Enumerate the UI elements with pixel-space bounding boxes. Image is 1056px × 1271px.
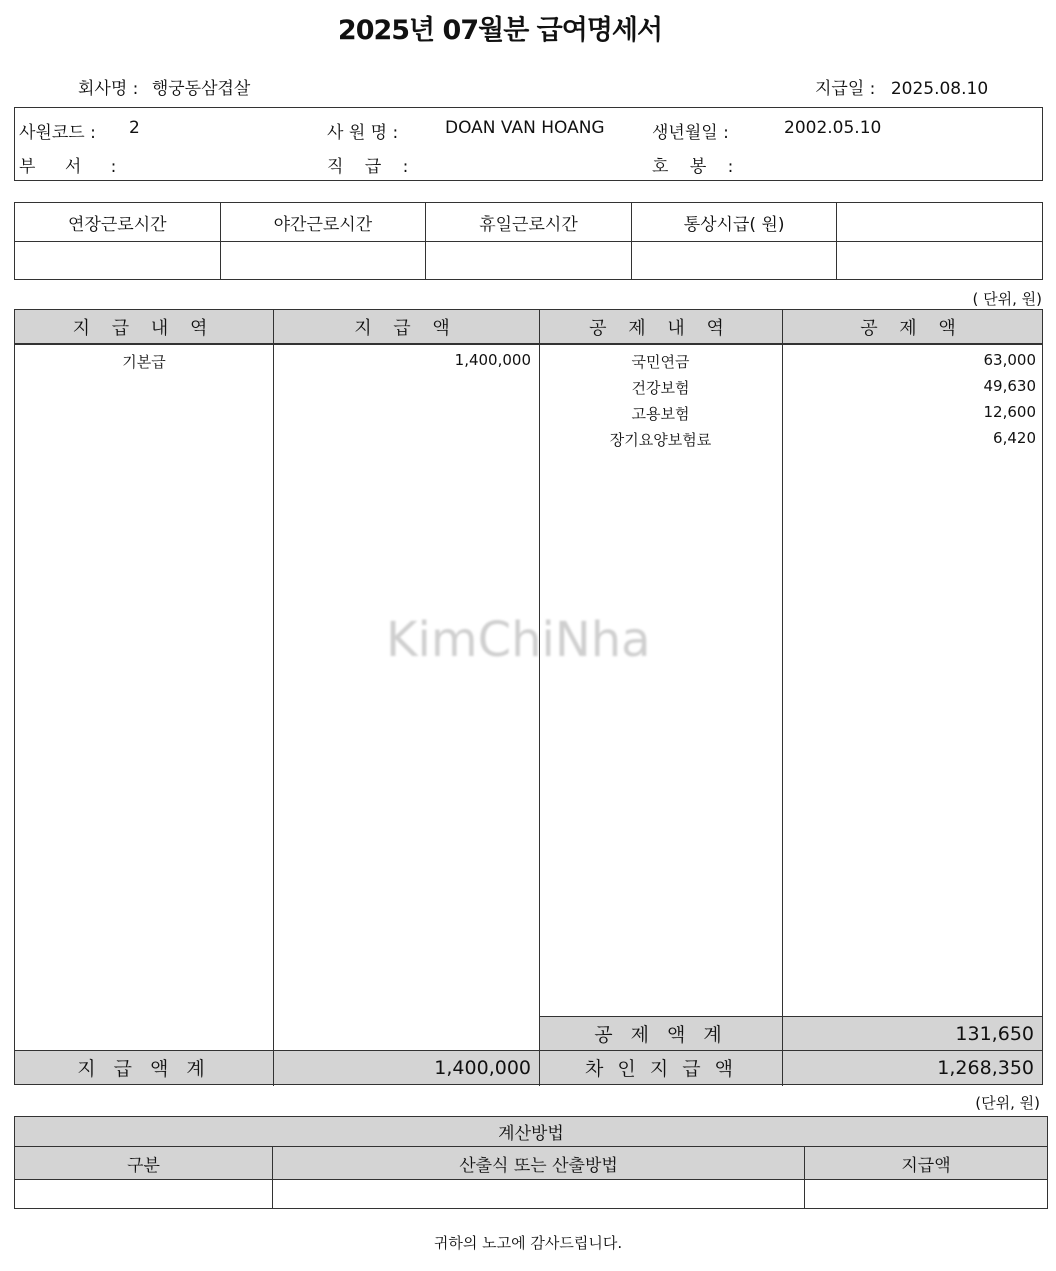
company-value: 행궁동삼겹살 (151, 79, 251, 99)
pay-date-label: 지급일 : (815, 79, 876, 99)
calc-category-header: 구분 (15, 1147, 273, 1180)
column-divider (782, 310, 783, 1086)
overtime-hours-header: 연장근로시간 (15, 203, 221, 242)
deduction-item-name: 건강보험 (631, 379, 690, 397)
blank-value (837, 242, 1043, 280)
payment-items-header: 지 급 내 역 (15, 310, 273, 345)
deduction-item-name: 고용보험 (631, 405, 690, 423)
payment-total-label: 지 급 액 계 (15, 1051, 273, 1084)
unit-label: ( 단위, 원) (972, 290, 1042, 308)
employee-name-value: DOAN VAN HOANG (445, 118, 605, 138)
company-name-row (78, 74, 250, 99)
calculation-method-table (14, 1116, 1048, 1209)
rank-label: 직 급 : (327, 157, 417, 177)
net-pay-value: 1,268,350 (783, 1051, 1042, 1084)
birth-date-value: 2002.05.10 (784, 118, 882, 138)
calc-amount-header: 지급액 (805, 1147, 1048, 1180)
payment-item-name: 기본급 (122, 353, 166, 371)
column-divider (273, 310, 274, 1086)
company-label: 회사명 : (78, 79, 139, 99)
deduction-item-name: 장기요양보험료 (609, 431, 712, 449)
department-label: 부 서 : (19, 157, 129, 177)
page-title: 2025년 07월분 급여명세서 (337, 15, 663, 46)
payment-total-value: 1,400,000 (274, 1051, 539, 1084)
unit-label-2: (단위, 원) (975, 1094, 1040, 1112)
calc-formula-cell (273, 1180, 805, 1209)
deduction-total-label: 공 제 액 계 (540, 1017, 782, 1050)
calc-formula-header: 산출식 또는 산출방법 (273, 1147, 805, 1180)
deduction-items-header: 공 제 내 역 (539, 310, 782, 345)
column-divider (539, 310, 540, 1086)
hourly-wage-value (631, 242, 837, 280)
payment-item-amount: 1,400,000 (454, 351, 531, 369)
overtime-hours-value (15, 242, 221, 280)
deduction-item-amount: 12,600 (983, 403, 1036, 421)
night-hours-value (220, 242, 426, 280)
calc-category-cell (15, 1180, 273, 1209)
deduction-amount-header: 공 제 액 (782, 310, 1042, 345)
grade-label: 호 봉 : (652, 157, 742, 177)
deduction-total-value: 131,650 (783, 1017, 1042, 1050)
blank-header (837, 203, 1043, 242)
watermark: KimChiNha (386, 612, 651, 668)
calc-title: 계산방법 (15, 1117, 1048, 1147)
deduction-item-amount: 49,630 (983, 377, 1036, 395)
payment-amount-header: 지 급 액 (273, 310, 539, 345)
pay-date-value: 2025.08.10 (890, 79, 989, 99)
calc-amount-cell (805, 1180, 1048, 1209)
birth-date-label: 생년월일 : (652, 123, 729, 143)
pay-date-row (815, 74, 988, 99)
net-pay-label: 차 인 지 급 액 (540, 1051, 782, 1084)
employee-info-box (14, 107, 1043, 181)
employee-code-label: 사원코드 : (19, 123, 96, 143)
hourly-wage-header: 통상시급( 원) (631, 203, 837, 242)
holiday-hours-header: 휴일근로시간 (426, 203, 632, 242)
holiday-hours-value (426, 242, 632, 280)
deduction-item-amount: 6,420 (993, 429, 1036, 447)
pay-details-table (14, 309, 1043, 1085)
footer-message: 귀하의 노고에 감사드립니다. (433, 1234, 623, 1252)
work-hours-table (14, 202, 1043, 280)
night-hours-header: 야간근로시간 (220, 203, 426, 242)
employee-name-label: 사 원 명 : (327, 123, 399, 143)
deduction-item-name: 국민연금 (631, 353, 690, 371)
deduction-item-amount: 63,000 (983, 351, 1036, 369)
employee-code-value: 2 (129, 118, 140, 138)
